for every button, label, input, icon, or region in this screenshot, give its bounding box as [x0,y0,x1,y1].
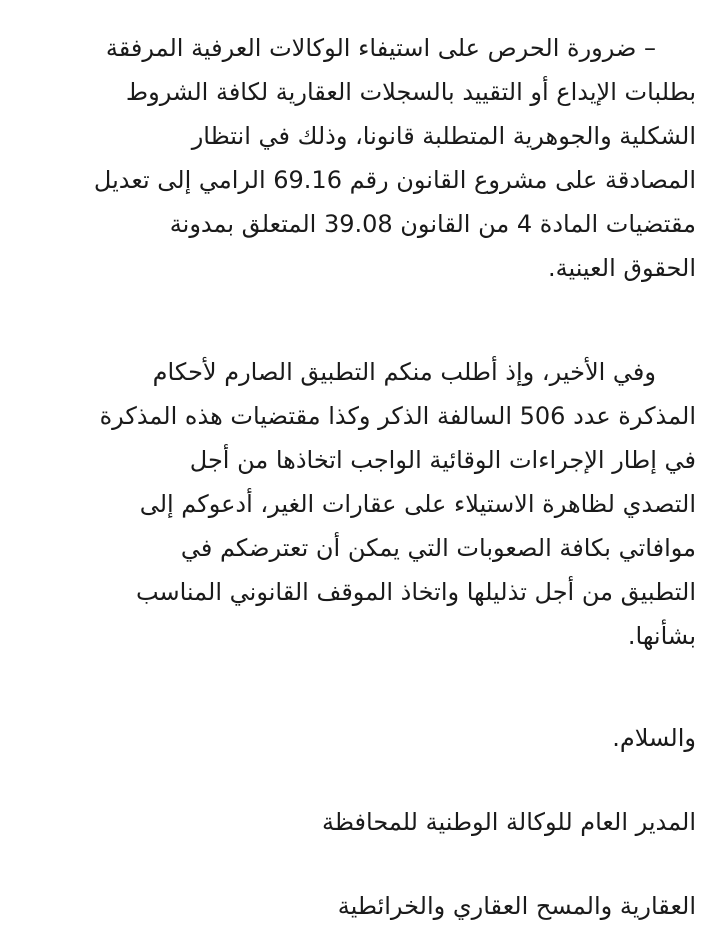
paragraph-line: بطلبات الإيداع أو التقييد بالسجلات العقارية لكافة الشروط [125,78,696,106]
paragraph-line: موافاتي بكافة الصعوبات التي يمكن أن تعترضكم في [180,534,696,562]
signature-text: المدير العام للوكالة الوطنية للمحافظة [322,808,696,836]
paragraph-line: وفي الأخير، وإذ أطلب منكم التطبيق الصارم لأحكام [152,358,656,386]
closing-text: والسلام. [612,724,696,752]
paragraph-line: بشأنها. [627,622,696,650]
closing-salutation [16,716,696,760]
signature-text: العقارية والمسح العقاري والخرائطية [337,892,696,920]
paragraph-line: المذكرة عدد 506 السالفة الذكر وكذا مقتضيات هذه المذكرة [99,402,696,430]
paragraph-line: التصدي لظاهرة الاستيلاء على عقارات الغير، أدعوكم إلى [139,490,696,518]
paragraph-line: – ضرورة الحرص على استيفاء الوكالات العرفية المرفقة [105,34,656,62]
paragraph-line: الحقوق العينية. [547,254,696,282]
paragraph-line: مقتضيات المادة 4 من القانون 39.08 المتعلق بمدونة [169,210,696,238]
signature-title-line-1 [16,800,696,844]
paragraph-conclusion [16,350,696,658]
paragraph-line: في إطار الإجراءات الوقائية الواجب اتخاذها من أجل [189,446,696,474]
paragraph-line: التطبيق من أجل تذليلها واتخاذ الموقف القانوني المناسب [135,578,696,606]
signature-title-line-2 [16,884,696,928]
paragraph-line: المصادقة على مشروع القانون رقم 69.16 الرامي إلى تعديل [93,166,696,194]
paragraph-line: الشكلية والجوهرية المتطلبة قانونا، وذلك في انتظار [191,122,696,150]
paragraph-requirements [16,26,696,290]
